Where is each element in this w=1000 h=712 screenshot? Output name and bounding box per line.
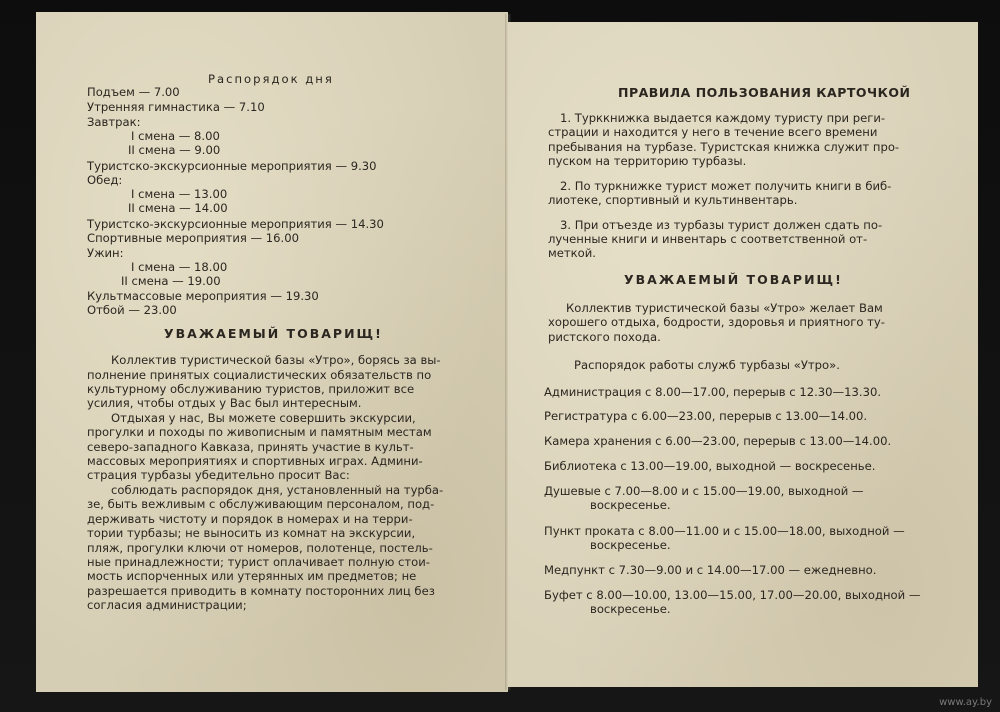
- rules-line: пребывания на турбазе. Туристская книжка служит про-: [548, 140, 900, 154]
- body-line: держивать чистоту и порядок в номерах и на терри-: [87, 512, 413, 526]
- wish-line: ристского похода.: [548, 330, 661, 344]
- schedule-line: Утренняя гимнастика — 7.10: [87, 100, 265, 114]
- body-line: мость испорченных или утерянных им предметов; не: [87, 569, 417, 583]
- body-line: разрешается приводить в комнату посторонних лиц без: [87, 584, 435, 598]
- service-line: Медпункт с 7.30—9.00 и с 14.00—17.00 — ежедневно.: [544, 563, 877, 577]
- left-page: [36, 12, 508, 692]
- service-line: воскресенье.: [590, 498, 671, 512]
- rules-line: 2. По туркнижке турист может получить книги в биб-: [560, 179, 892, 193]
- schedule-line: Туристско-экскурсионные мероприятия — 9.30: [87, 159, 377, 173]
- rules-line: меткой.: [548, 246, 596, 260]
- service-line: Камера хранения с 6.00—23.00, перерыв с 13.00—14.00.: [544, 434, 892, 448]
- schedule-line: Подъем — 7.00: [87, 85, 180, 99]
- schedule-line: II смена — 19.00: [121, 274, 221, 288]
- watermark: www.ay.by: [939, 697, 992, 708]
- schedule-line: Ужин:: [87, 246, 124, 260]
- schedule-line: Спортивные мероприятия — 16.00: [87, 231, 299, 245]
- service-line: Душевые с 7.00—8.00 и с 15.00—19.00, выходной —: [544, 484, 864, 498]
- schedule-line: I смена — 18.00: [131, 260, 228, 274]
- body-line: культурному обслуживанию туристов, приложит все: [87, 382, 415, 396]
- service-line: Библиотека с 13.00—19.00, выходной — воскресенье.: [544, 459, 876, 473]
- rules-title: ПРАВИЛА ПОЛЬЗОВАНИЯ КАРТОЧКОЙ: [618, 85, 911, 100]
- body-line: северо-западного Кавказа, принять участие в культ-: [87, 440, 414, 454]
- rules-line: страции и находится у него в течение всего времени: [548, 125, 878, 139]
- service-line: Регистратура с 6.00—23.00, перерыв с 13.00—14.00.: [544, 409, 868, 423]
- body-line: массовых мероприятиях и спортивных играх. Админи-: [87, 454, 423, 468]
- body-line: согласия администрации;: [87, 598, 247, 612]
- body-line: Коллектив туристической базы «Утро», борясь за вы-: [111, 353, 441, 367]
- service-line: Буфет с 8.00—10.00, 13.00—15.00, 17.00—20.00, выходной —: [544, 588, 921, 602]
- body-line: соблюдать распорядок дня, установленный на турба-: [111, 483, 444, 497]
- wish-line: Коллектив туристической базы «Утро» желает Вам: [566, 301, 883, 315]
- schedule-line: I смена — 13.00: [131, 187, 228, 201]
- services-title: Распорядок работы служб турбазы «Утро».: [574, 358, 840, 372]
- rules-line: 1. Турккнижка выдается каждому туристу при реги-: [560, 111, 886, 125]
- left-greeting: УВАЖАЕМЫЙ ТОВАРИЩ!: [164, 326, 383, 341]
- wish-line: хорошего отдыха, бодрости, здоровья и приятного ту-: [548, 315, 885, 329]
- service-line: Администрация с 8.00—17.00, перерыв с 12.30—13.30.: [544, 385, 882, 399]
- rules-line: пуском на территорию турбазы.: [548, 154, 747, 168]
- service-line: воскресенье.: [590, 538, 671, 552]
- body-line: ные принадлежности; турист оплачивает полную стои-: [87, 555, 430, 569]
- schedule-line: Обед:: [87, 173, 123, 187]
- service-line: Пункт проката с 8.00—11.00 и с 15.00—18.00, выходной —: [544, 524, 905, 538]
- body-line: зе, быть вежливым с обслуживающим персоналом, под-: [87, 497, 435, 511]
- schedule-line: Отбой — 23.00: [87, 303, 177, 317]
- schedule-line: I смена — 8.00: [131, 129, 220, 143]
- schedule-line: Культмассовые мероприятия — 19.30: [87, 289, 319, 303]
- body-line: тории турбазы; не выносить из комнат на экскурсии,: [87, 526, 416, 540]
- rules-line: лученные книги и инвентарь с соответственной от-: [548, 232, 868, 246]
- body-line: пляж, прогулки ключи от номеров, полотенце, постель-: [87, 541, 433, 555]
- body-line: Отдыхая у нас, Вы можете совершить экскурсии,: [111, 411, 416, 425]
- schedule-line: II смена — 14.00: [128, 201, 228, 215]
- schedule-line: Туристско-экскурсионные мероприятия — 14.30: [87, 217, 384, 231]
- body-line: полнение принятых социалистических обязательств по: [87, 368, 432, 382]
- body-line: усилия, чтобы отдых у Вас был интересным.: [87, 396, 362, 410]
- schedule-title: Распорядок дня: [208, 72, 334, 86]
- right-page: [508, 22, 978, 687]
- rules-line: 3. При отъезде из турбазы турист должен сдать по-: [560, 218, 883, 232]
- body-line: прогулки и походы по живописным и памятным местам: [87, 425, 432, 439]
- rules-line: лиотеке, спортивный и культинвентарь.: [548, 193, 798, 207]
- body-line: страция турбазы убедительно просит Вас:: [87, 468, 350, 482]
- schedule-line: Завтрак:: [87, 115, 141, 129]
- service-line: воскресенье.: [590, 602, 671, 616]
- schedule-line: II смена — 9.00: [128, 143, 221, 157]
- right-greeting: УВАЖАЕМЫЙ ТОВАРИЩ!: [624, 272, 843, 287]
